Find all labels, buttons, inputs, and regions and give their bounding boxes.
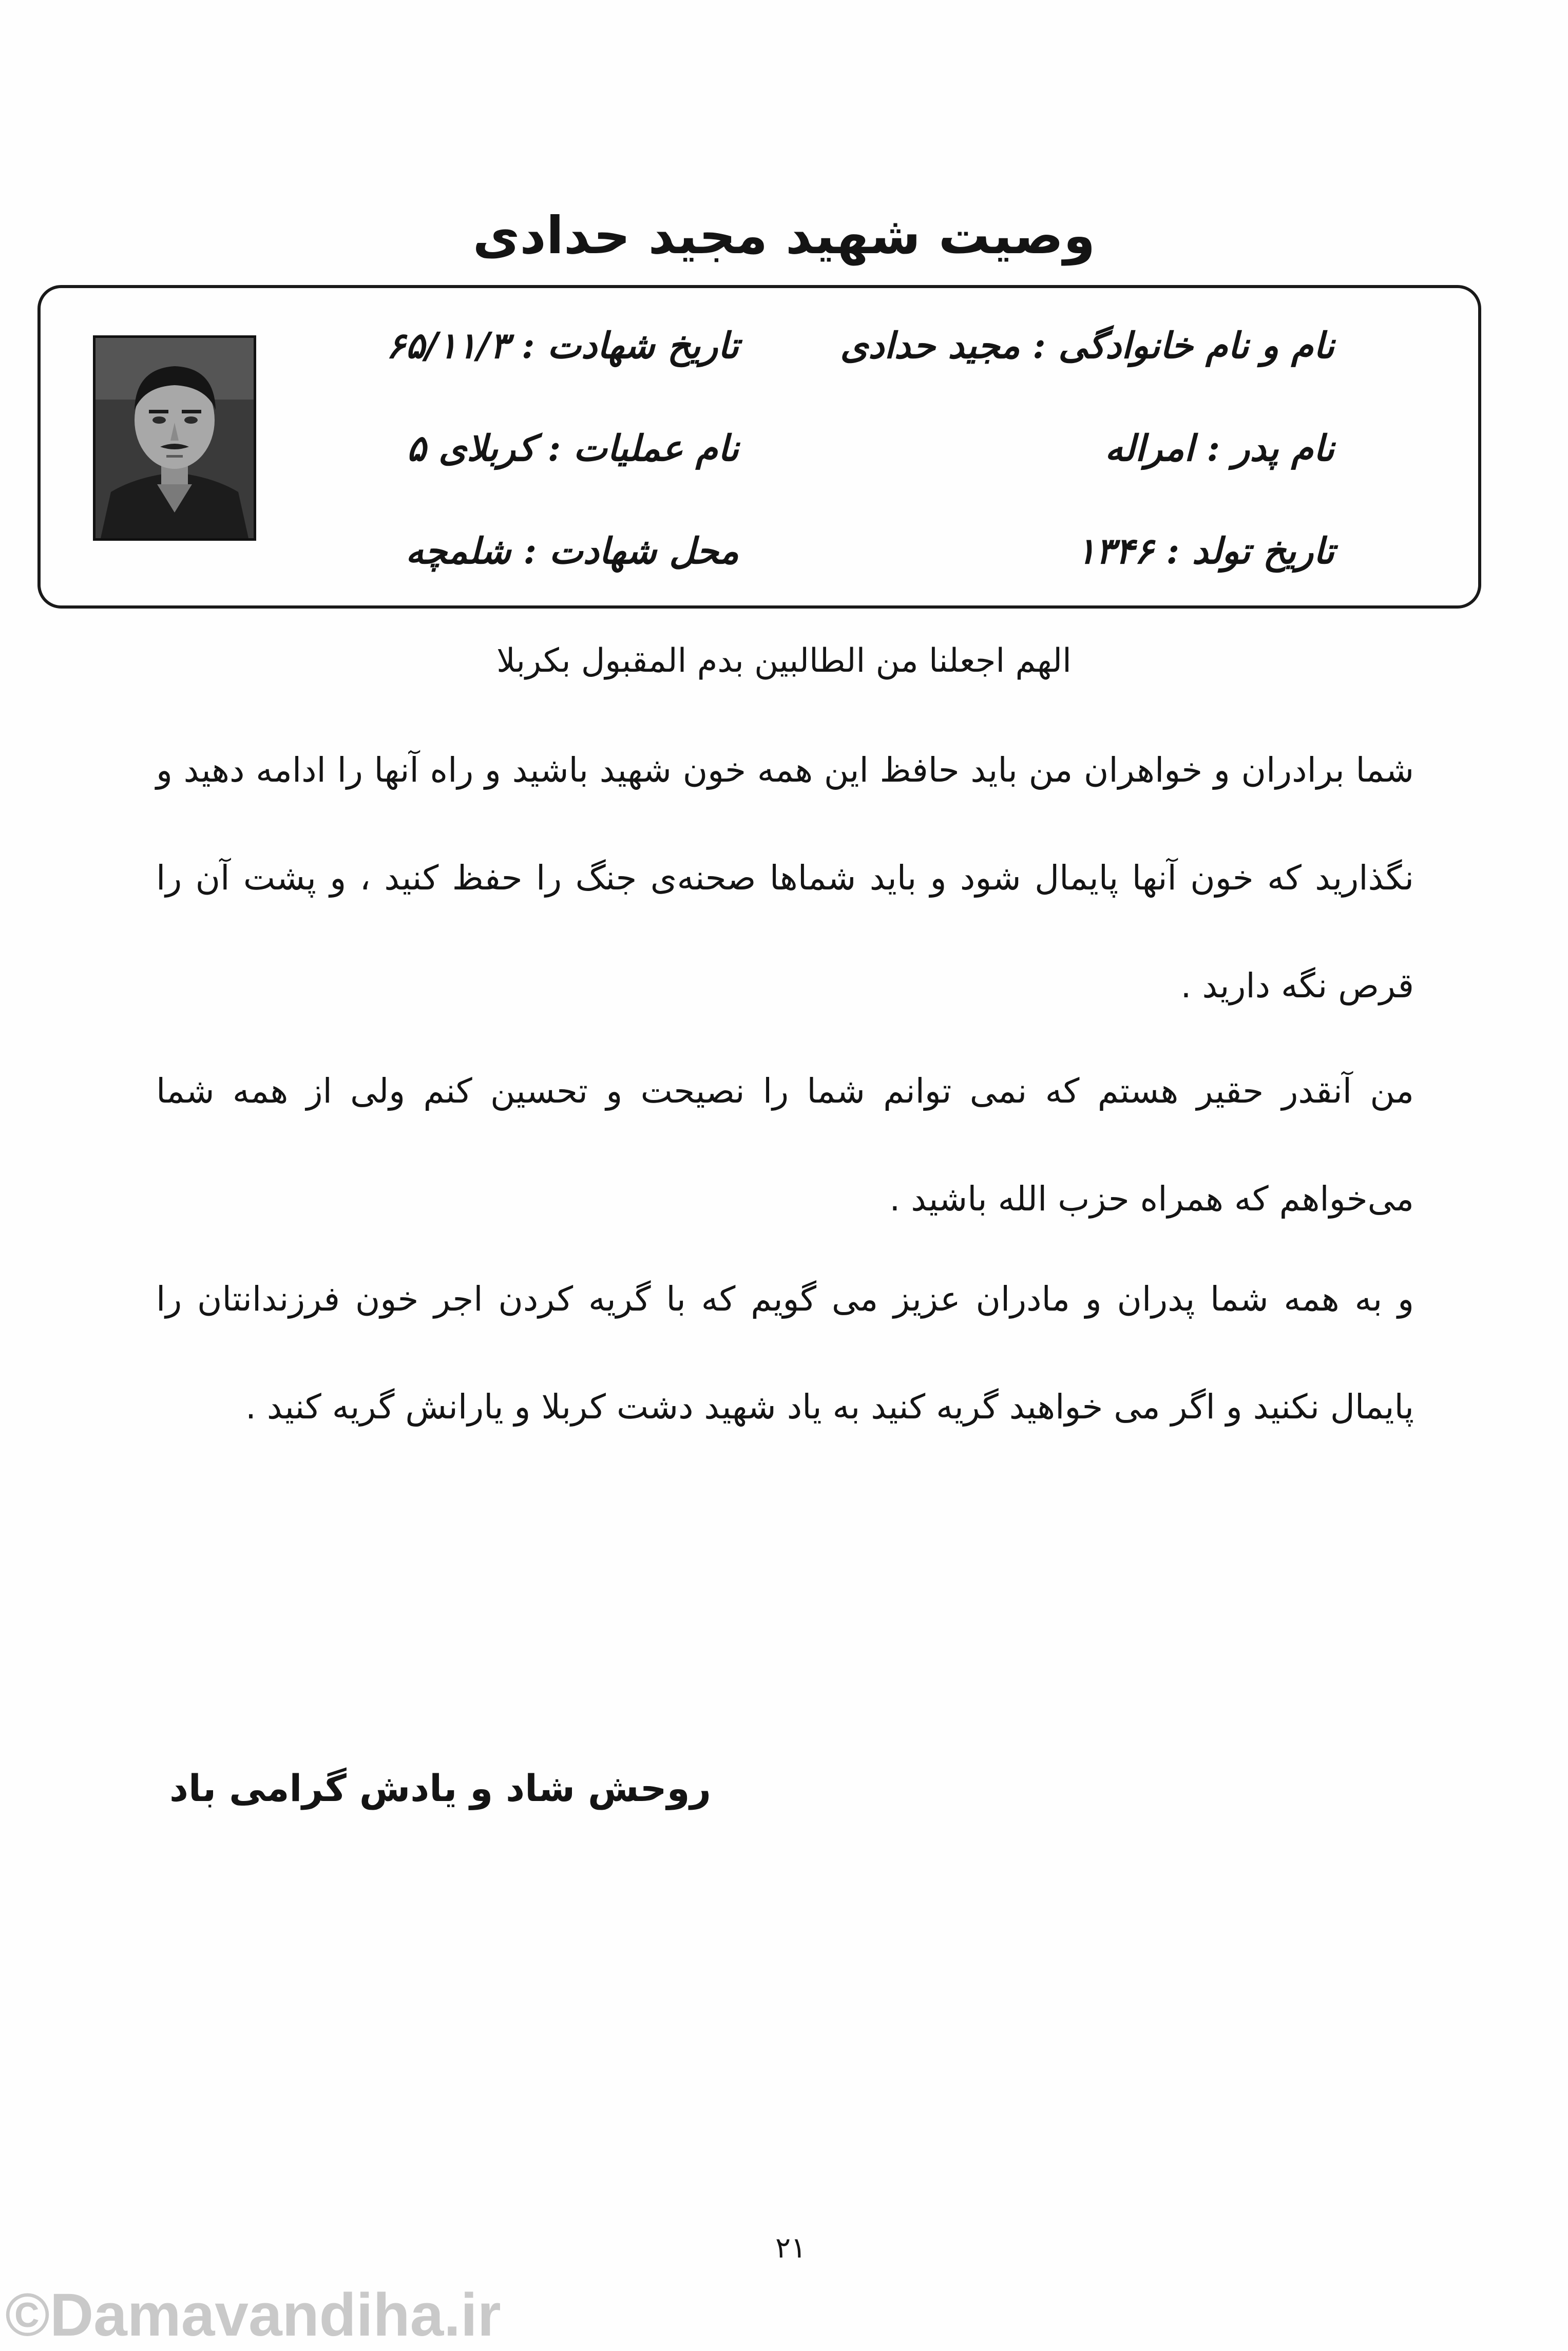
- portrait-photo: [93, 335, 256, 541]
- martyr-info-box: [37, 285, 1481, 609]
- portrait-icon: [95, 338, 254, 538]
- paragraph-2: من آنقدر حقیر هستم که نمی توانم شما را نصیحت و تحسین کنم ولی از همه شما می‌خواهم که همراه حزب الله باشید .: [156, 1071, 1414, 1219]
- closing-line: روحش شاد و یادش گرامی باد: [169, 1767, 711, 1810]
- birth-date-field: تاریخ تولد : ۱۳۴۶: [1076, 529, 1334, 572]
- operation-name-field: نام عملیات : کربلای ۵: [407, 427, 739, 469]
- page-title: وصیت شهید مجید حدادی: [472, 205, 1096, 266]
- paragraph-3: و به همه شما پدران و مادران عزیز می گویم که با گریه کردن اجر خون فرزندانتان را پایمال نکنید و اگر می خواهید گریه کنید به یاد شهید دشت کربلا و یارانش گریه کنید .: [156, 1279, 1414, 1427]
- page-number: ۲۱: [775, 2231, 807, 2265]
- full-name-field: نام و نام خانوادگی : مجید حدادی: [840, 324, 1334, 367]
- watermark-text: ©Damavandiha.ir: [5, 2281, 501, 2349]
- father-name-field: نام پدر : امراله: [1104, 427, 1334, 469]
- martyrdom-date-field: تاریخ شهادت : ۶۵/۱۱/۳: [386, 324, 739, 367]
- paragraph-1: شما برادران و خواهران من باید حافظ این همه خون شهید باشید و راه آنها را ادامه دهید و نگذارید که خون آنها پایمال شود و باید شماها صحنه‌ی جنگ را حفظ کنید ، و پشت آن را قرص نگه دارید .: [156, 750, 1414, 1006]
- invocation-line: الهم اجعلنا من الطالبین بدم المقبول بکربلا: [496, 642, 1072, 680]
- martyrdom-place-field: محل شهادت : شلمچه: [406, 529, 739, 572]
